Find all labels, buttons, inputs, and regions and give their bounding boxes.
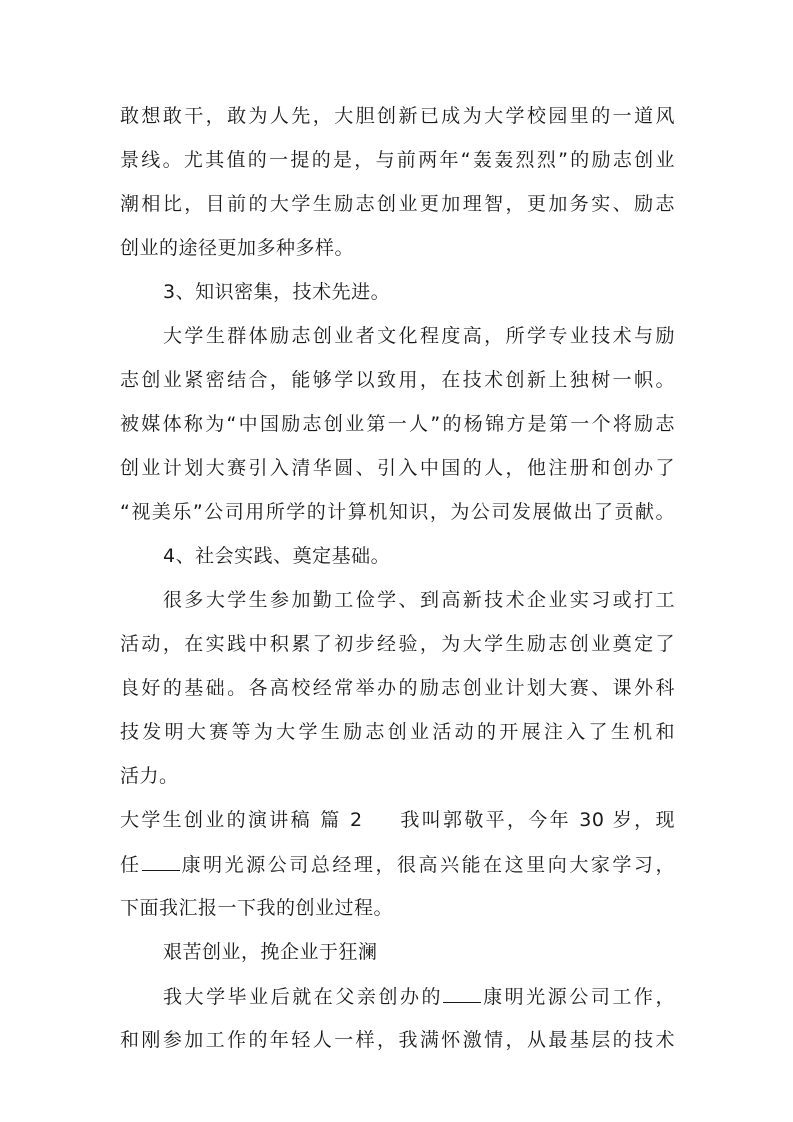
paragraph-line: 创业计划大赛引入清华圆、引入中国的人，他注册和创办了: [120, 457, 675, 479]
line-suffix: 康明光源公司总经理，很高兴能在这里向大家学习，: [179, 854, 675, 876]
paragraph-line: 创业的途径更加多种多样。: [120, 237, 355, 259]
paragraph-line: [120, 850, 675, 878]
list-heading: 4、社会实践、奠定基础。: [163, 545, 391, 567]
intro-text: 我叫郭敬平，今年 30 岁，现: [398, 809, 675, 831]
paragraph-line: 和刚参加工作的年轻人一样，我满怀激情，从最基层的技术: [120, 1029, 675, 1051]
paragraph-line: 下面我汇报一下我的创业过程。: [120, 897, 394, 919]
subsection-title: 艰苦创业，挽企业于狂澜: [163, 941, 378, 963]
fill-in-blank: [142, 850, 180, 871]
line-prefix: 我大学毕业后就在父亲创办的: [163, 986, 444, 1008]
paragraph-line: [163, 982, 675, 1010]
paragraph-line: 景线。尤其值的一提的是，与前两年“轰轰烈烈”的励志创业: [120, 149, 675, 171]
section-heading-line: [120, 806, 675, 834]
fill-in-blank: [443, 982, 481, 1003]
paragraph-line: 志创业紧密结合，能够学以致用，在技术创新上独树一帜。: [120, 369, 675, 391]
list-heading: 3、知识密集，技术先进。: [163, 281, 391, 303]
paragraph-line: 被媒体称为“中国励志创业第一人”的杨锦方是第一个将励志: [120, 413, 675, 435]
paragraph-line: 技发明大赛等为大学生励志创业活动的开展注入了生机和: [120, 721, 675, 743]
paragraph-line: 潮相比，目前的大学生励志创业更加理智，更加务实、励志: [120, 193, 675, 215]
paragraph-line: 活力。: [120, 765, 179, 787]
line-prefix: 任: [120, 854, 142, 876]
paragraph-line: 敢想敢干，敢为人先，大胆创新已成为大学校园里的一道风: [120, 105, 675, 127]
section-heading: 大学生创业的演讲稿 篇 2: [120, 809, 363, 831]
paragraph-line: 很多大学生参加勤工俭学、到高新技术企业实习或打工: [163, 589, 675, 611]
paragraph-line: 活动，在实践中积累了初步经验，为大学生励志创业奠定了: [120, 633, 675, 655]
paragraph-line: 良好的基础。各高校经常举办的励志创业计划大赛、课外科: [120, 677, 675, 699]
line-suffix: 康明光源公司工作，: [481, 986, 675, 1008]
paragraph-line: 大学生群体励志创业者文化程度高，所学专业技术与励: [163, 325, 675, 347]
paragraph-line: “视美乐”公司用所学的计算机知识，为公司发展做出了贡献。: [120, 501, 675, 523]
